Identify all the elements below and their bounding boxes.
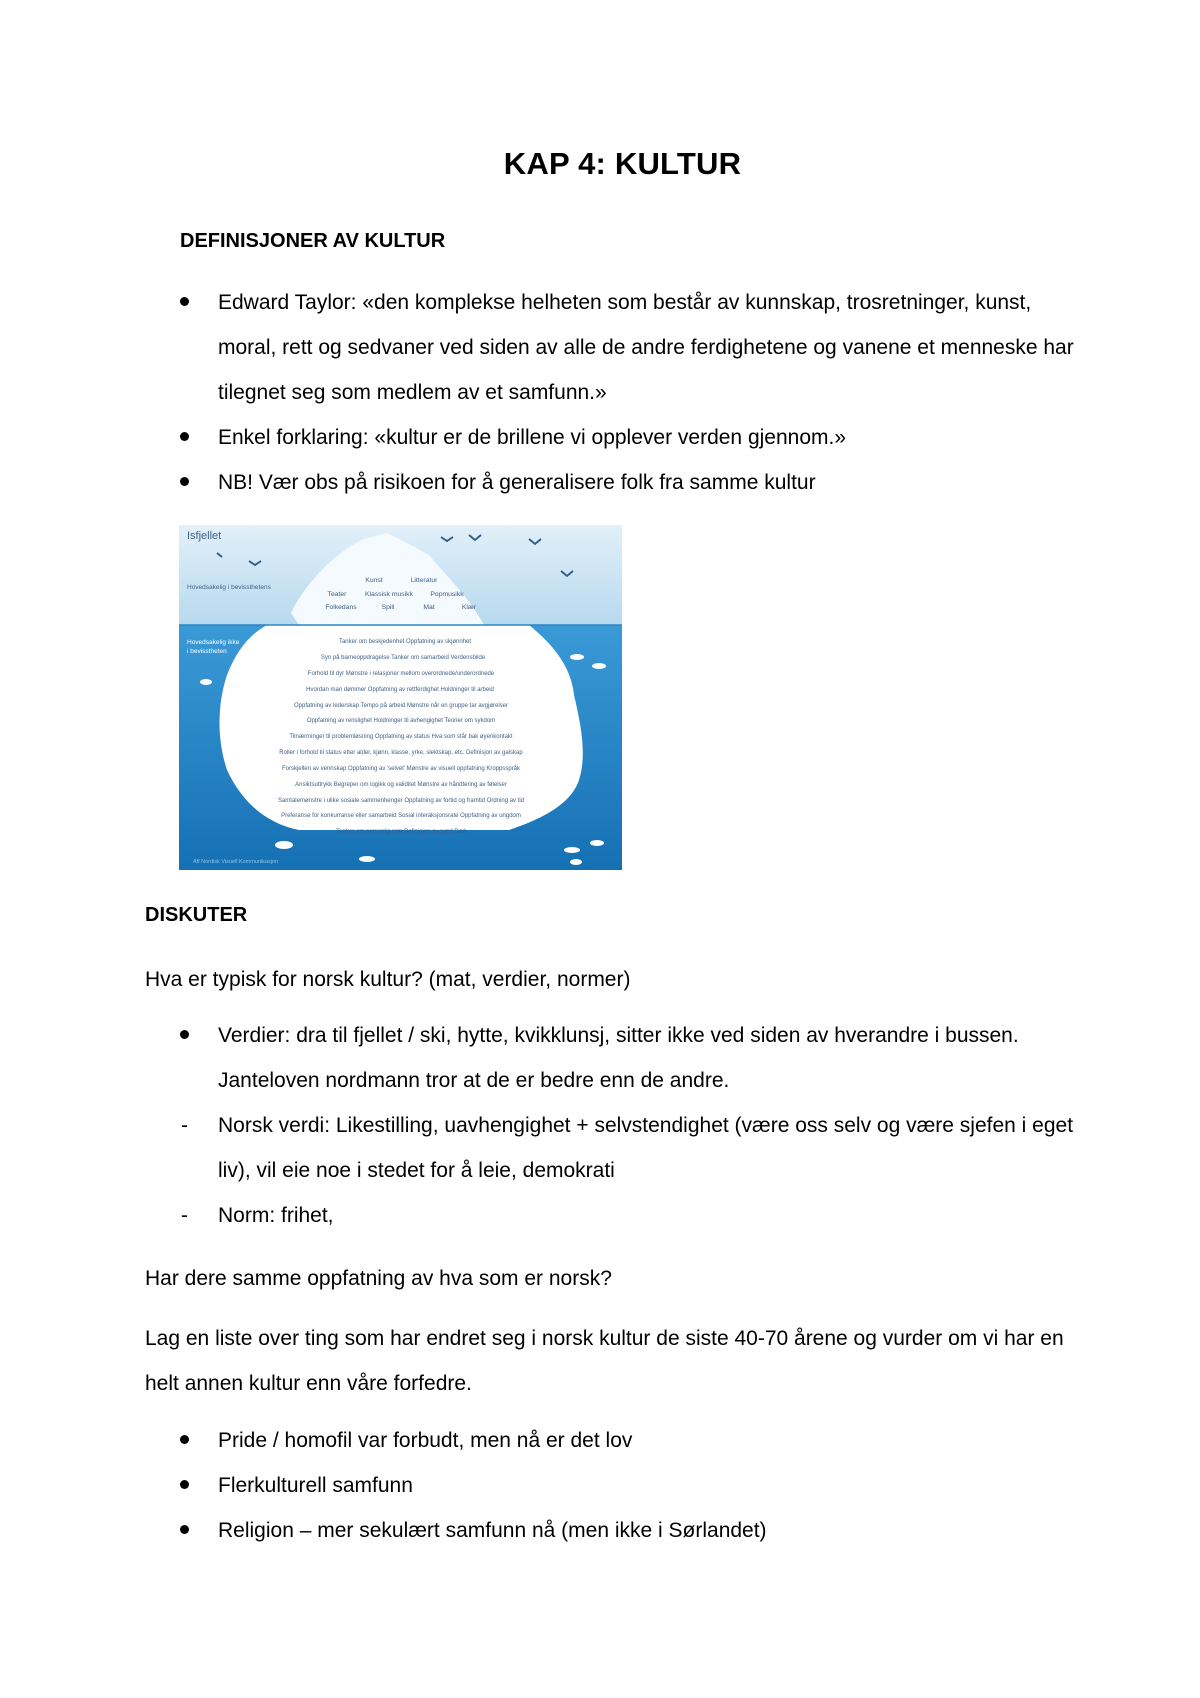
bullet-marker bbox=[180, 1435, 189, 1444]
bullet-marker bbox=[180, 297, 189, 306]
dash-marker: - bbox=[181, 1114, 188, 1137]
list-item-text: Norsk verdi: Likestilling, uavhengighet + selvstendighet (være oss selv og være sjefen i eget liv), vil eie noe i stedet for å leie, demokrati bbox=[218, 1114, 1074, 1182]
list-item bbox=[178, 415, 1078, 460]
list-item-text: Religion – mer sekulært samfunn nå (men ikke i Sørlandet) bbox=[218, 1519, 767, 1542]
list-item-text: NB! Vær obs på risikoen for å generalisere folk fra samme kultur bbox=[218, 471, 816, 494]
above-water-label: Mat bbox=[423, 604, 435, 611]
below-water-label: Hvordan man dømmer Oppfatning av rettferdighet Holdninger til arbeid bbox=[306, 687, 494, 693]
list-item bbox=[178, 1418, 1078, 1463]
discussion-question-3: Lag en liste over ting som har endret seg i norsk kultur de siste 40-70 årene og vurder om vi har en helt annen kultur enn våre forfedre. bbox=[145, 1327, 1064, 1395]
changes-list bbox=[178, 1418, 1078, 1553]
below-water-label: Roller i forhold til status etter alder, kjønn, klasse, yrke, slektskap, etc. Definisjon av galskap bbox=[279, 750, 523, 756]
bullet-marker bbox=[180, 1525, 189, 1534]
list-item-text: Edward Taylor: «den komplekse helheten som består av kunnskap, trosretninger, kunst, moral, rett og sedvaner ved siden av alle de andre ferdighetene og vanene et menneske har tilegnet seg som medlem av et samfunn.» bbox=[218, 291, 1074, 404]
above-water-label: Litteratur bbox=[410, 577, 438, 584]
discussion-question-1: Hva er typisk for norsk kultur? (mat, verdier, normer) bbox=[145, 968, 631, 991]
above-water-label: Spill bbox=[381, 604, 395, 611]
above-water-label: Teater bbox=[327, 591, 347, 598]
below-water-label: Preferanse for konkurranse eller samarbeid Sosial interaksjonsrate Oppfatning av ungdom bbox=[281, 813, 521, 819]
below-water-label: Tanker om personlig rom Definisjon av synd Død bbox=[336, 829, 466, 835]
bullet-marker bbox=[180, 1480, 189, 1489]
list-item-text: Enkel forklaring: «kultur er de brillene vi opplever verden gjennom.» bbox=[218, 426, 847, 449]
figure-credit: Aff Nordisk Visuell Kommunikasjon bbox=[193, 859, 279, 865]
discussion-question-2: Har dere samme oppfatning av hva som er norsk? bbox=[145, 1267, 612, 1290]
discussion-list bbox=[178, 1013, 1078, 1238]
below-water-label: Forskjellen av vennskap Oppfatning av 'selvet' Mønstre av visuell oppfatning Kroppsspråk bbox=[281, 766, 521, 772]
list-item bbox=[178, 1103, 1078, 1193]
list-item bbox=[178, 1508, 1078, 1553]
figure-label-below-2: i bevisstheten bbox=[187, 648, 227, 655]
below-water-label: Ansiktsuttrykk Begreper om logikk og validitet Mønstre av håndtering av følelser bbox=[295, 782, 507, 788]
list-item bbox=[178, 460, 1078, 505]
below-water-label: Tilnærminger til problemløsning Oppfatning av status Hva som står bak øyenkontakt bbox=[289, 734, 513, 740]
below-water-label: Samtalemønstre i ulike sosiale sammenhenger Oppfatning av fortid og framtid Ordning av tid bbox=[277, 798, 525, 804]
above-water-label: Kunst bbox=[365, 577, 383, 584]
list-item-text: Verdier: dra til fjellet / ski, hytte, kvikklunsj, sitter ikke ved siden av hverandre i bussen. Janteloven nordmann tror at de er bedre enn de andre. bbox=[218, 1024, 1019, 1092]
list-item-text: Flerkulturell samfunn bbox=[218, 1474, 413, 1497]
section-heading-discuss: DISKUTER bbox=[145, 904, 248, 926]
figure-title: Isfjellet bbox=[187, 530, 222, 542]
below-water-label: Tanker om beskjedenhet Oppfatning av skjønnhet bbox=[338, 639, 472, 645]
definitions-list bbox=[178, 280, 1078, 505]
section-heading-definitions: DEFINISJONER AV KULTUR bbox=[180, 230, 446, 252]
below-water-label: Oppfatning av lederskap Tempo på arbeid Mønstre når en gruppe tar avgjørelser bbox=[293, 703, 509, 709]
below-water-label: Syn på barneoppdragelse Tanker om samarbeid Verdensbilde bbox=[320, 655, 486, 661]
page-title: KAP 4: KULTUR bbox=[503, 146, 742, 181]
bullet-marker bbox=[180, 477, 189, 486]
bullet-marker bbox=[180, 432, 189, 441]
below-water-label: Oppfatning av renslighet Holdninger til avhengighet Teorier om sykdom bbox=[306, 718, 496, 724]
below-water-label: Forhold til dyr Mønstre i relasjoner mellom overordnede/underordnede bbox=[307, 671, 495, 677]
list-item bbox=[178, 280, 1078, 415]
figure-label-above: Hovedsakelig i bevissthetens bbox=[187, 584, 271, 591]
above-water-label: Folkedans bbox=[325, 604, 357, 611]
bullet-marker bbox=[180, 1030, 189, 1039]
list-item-text: Norm: frihet, bbox=[218, 1204, 334, 1227]
list-item bbox=[178, 1193, 1078, 1238]
above-water-label: Klassisk musikk bbox=[365, 591, 413, 598]
above-water-label: Klær bbox=[461, 604, 477, 611]
above-water-label: Popmusikk bbox=[430, 591, 464, 598]
dash-marker: - bbox=[181, 1204, 188, 1227]
list-item-text: Pride / homofil var forbudt, men nå er det lov bbox=[218, 1429, 633, 1452]
iceberg-figure bbox=[179, 525, 622, 870]
list-item bbox=[178, 1013, 1078, 1103]
figure-label-below-1: Hovedsakelig ikke bbox=[187, 639, 240, 646]
list-item bbox=[178, 1463, 1078, 1508]
